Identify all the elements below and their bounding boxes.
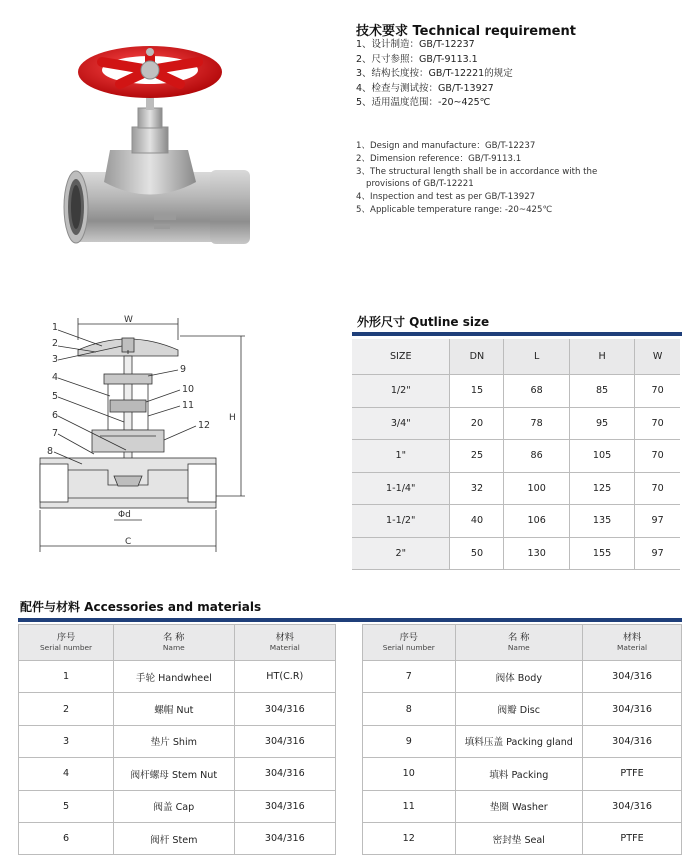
table-cell: 填料 Packing — [455, 758, 583, 790]
table-cell: 7 — [363, 661, 456, 693]
technical-requirement-title: 技术要求 Technical requirement — [356, 24, 576, 39]
table-cell: 20 — [450, 407, 504, 440]
requirement-item: 3、The structural length shall be in accordance with the — [356, 166, 598, 177]
table-cell: 阀杆 Stem — [114, 822, 234, 854]
column-header — [114, 625, 234, 661]
outline-size-title: 外形尺寸 Qutline size — [357, 315, 490, 329]
table-cell: 密封垫 Seal — [455, 822, 583, 854]
table-cell: 螺帽 Nut — [114, 693, 234, 725]
requirement-item: 5、Applicable temperature range: -20~425℃ — [356, 204, 553, 215]
table-cell: 304/316 — [234, 758, 335, 790]
header-en: Name — [162, 642, 185, 652]
table-cell: 100 — [504, 472, 569, 505]
column-header: W — [635, 339, 680, 375]
header-en: Name — [507, 642, 530, 652]
table-cell: 85 — [569, 375, 634, 408]
accessories-title: 配件与材料 Accessories and materials — [20, 600, 262, 614]
header-en: Serial number — [382, 642, 435, 652]
table-cell: 手轮 Handwheel — [114, 661, 234, 693]
callout-3: 3 — [52, 354, 59, 365]
table-cell: 32 — [450, 472, 504, 505]
callout-12: 12 — [198, 420, 211, 431]
column-header: DN — [450, 339, 504, 375]
table-cell: 2" — [352, 537, 450, 570]
table-row — [352, 407, 680, 440]
table-cell: 25 — [450, 440, 504, 473]
callout-9: 9 — [180, 364, 187, 375]
valve-photo — [50, 32, 300, 272]
column-header: SIZE — [352, 339, 450, 375]
table-row — [19, 790, 336, 822]
column-header — [455, 625, 583, 661]
table-row — [363, 725, 682, 757]
table-cell: 125 — [569, 472, 634, 505]
table-cell: 304/316 — [583, 661, 682, 693]
table-cell: 垫片 Shim — [114, 725, 234, 757]
table-cell: 6 — [19, 822, 114, 854]
table-row — [352, 537, 680, 570]
accessories-table-left — [18, 624, 336, 855]
table-cell: 12 — [363, 822, 456, 854]
requirement-item: 5、适用温度范围：-20~425℃ — [356, 97, 491, 108]
table-header-row — [363, 625, 682, 661]
dim-d-label: Φd — [118, 510, 131, 520]
table-cell: HT(C.R) — [234, 661, 335, 693]
table-row — [352, 472, 680, 505]
table-cell: 304/316 — [583, 790, 682, 822]
requirement-item: 3、结构长度按：GB/T-12221的规定 — [356, 68, 513, 79]
table-cell: 304/316 — [234, 790, 335, 822]
column-header — [234, 625, 335, 661]
table-row — [352, 375, 680, 408]
callout-11: 11 — [182, 400, 195, 411]
header-cn: 材料 — [622, 631, 642, 643]
header-cn: 名 称 — [163, 631, 185, 643]
section-divider — [18, 618, 682, 622]
table-cell: 5 — [19, 790, 114, 822]
requirement-item: 1、Design and manufacture：GB/T-12237 — [356, 141, 536, 151]
table-cell: 78 — [504, 407, 569, 440]
header-cn: 名 称 — [508, 631, 530, 643]
table-cell: 垫圈 Washer — [455, 790, 583, 822]
requirement-item: provisions of GB/T-12221 — [366, 179, 474, 190]
requirement-item: 1、设计制造：GB/T-12237 — [356, 39, 475, 50]
column-header — [19, 625, 114, 661]
table-cell: 130 — [504, 537, 569, 570]
table-cell: 1/2" — [352, 375, 450, 408]
table-cell: 70 — [635, 407, 680, 440]
column-header: L — [504, 339, 569, 375]
table-cell: 68 — [504, 375, 569, 408]
requirement-list-cn — [356, 38, 513, 111]
table-cell: 3/4" — [352, 407, 450, 440]
table-cell: 86 — [504, 440, 569, 473]
table-cell: 135 — [569, 505, 634, 538]
table-cell: 15 — [450, 375, 504, 408]
table-cell: 50 — [450, 537, 504, 570]
table-cell: 155 — [569, 537, 634, 570]
table-row — [363, 758, 682, 790]
header-cn: 材料 — [275, 631, 294, 643]
dim-c-label: C — [125, 537, 132, 547]
table-cell: 8 — [363, 693, 456, 725]
table-cell: 10 — [363, 758, 456, 790]
table-row — [19, 661, 336, 693]
table-header-row — [19, 625, 336, 661]
table-cell: 97 — [635, 537, 680, 570]
column-header — [583, 625, 682, 661]
table-cell: 9 — [363, 725, 456, 757]
callout-7: 7 — [52, 428, 59, 439]
table-cell: 40 — [450, 505, 504, 538]
table-cell: 阀盖 Cap — [114, 790, 234, 822]
header-cn: 序号 — [56, 631, 76, 643]
table-row — [352, 505, 680, 538]
table-row — [19, 693, 336, 725]
table-row — [363, 661, 682, 693]
table-cell: 105 — [569, 440, 634, 473]
table-cell: 3 — [19, 725, 114, 757]
table-header-row — [352, 339, 680, 375]
callout-2: 2 — [52, 338, 59, 349]
header-en: Serial number — [39, 642, 93, 652]
table-cell: 304/316 — [583, 693, 682, 725]
table-cell: 2 — [19, 693, 114, 725]
callout-6: 6 — [52, 410, 59, 421]
section-divider — [352, 332, 682, 336]
table-cell: 4 — [19, 758, 114, 790]
table-row — [19, 822, 336, 854]
table-cell: 阀瓣 Disc — [455, 693, 583, 725]
table-cell: 1 — [19, 661, 114, 693]
requirement-item: 4、检查与测试按：GB/T-13927 — [356, 82, 494, 94]
table-cell: 1-1/4" — [352, 472, 450, 505]
table-cell: 304/316 — [583, 725, 682, 757]
table-cell: PTFE — [583, 822, 682, 854]
callout-1: 1 — [52, 322, 59, 333]
table-row — [19, 725, 336, 757]
table-cell: 97 — [635, 505, 680, 538]
table-cell: 304/316 — [234, 822, 335, 854]
outline-size-table — [352, 339, 680, 570]
table-cell: 填料压盖 Packing gland — [455, 725, 583, 757]
table-cell: 70 — [635, 440, 680, 473]
table-row — [19, 758, 336, 790]
table-row — [363, 693, 682, 725]
table-row — [363, 790, 682, 822]
header-cn: 序号 — [399, 631, 418, 643]
requirement-item: 4、Inspection and test as per GB/T-13927 — [356, 192, 536, 203]
header-en: Material — [269, 642, 300, 652]
column-header: H — [569, 339, 634, 375]
table-cell: 阀体 Body — [455, 661, 583, 693]
table-row — [363, 822, 682, 854]
table-cell: 70 — [635, 472, 680, 505]
requirement-item: 2、Dimension reference：GB/T-9113.1 — [356, 153, 522, 164]
table-cell: PTFE — [583, 758, 682, 790]
table-row — [352, 440, 680, 473]
table-cell: 1-1/2" — [352, 505, 450, 538]
table-cell: 304/316 — [234, 693, 335, 725]
table-cell: 1" — [352, 440, 450, 473]
requirement-list-en — [356, 140, 686, 217]
callout-5: 5 — [52, 391, 59, 402]
table-cell: 106 — [504, 505, 569, 538]
requirement-item: 2、尺寸参照：GB/T-9113.1 — [356, 53, 478, 65]
accessories-table-right — [362, 624, 682, 855]
valve-section-drawing — [30, 310, 255, 560]
dim-h-label: H — [229, 413, 236, 423]
callout-10: 10 — [182, 384, 195, 395]
dim-w-label: W — [124, 315, 133, 325]
table-cell: 95 — [569, 407, 634, 440]
table-cell: 11 — [363, 790, 456, 822]
table-cell: 阀杆螺母 Stem Nut — [114, 758, 234, 790]
header-en: Material — [617, 642, 648, 652]
callout-8: 8 — [47, 446, 54, 457]
callout-4: 4 — [52, 372, 59, 383]
column-header — [363, 625, 456, 661]
table-cell: 304/316 — [234, 725, 335, 757]
table-cell: 70 — [635, 375, 680, 408]
